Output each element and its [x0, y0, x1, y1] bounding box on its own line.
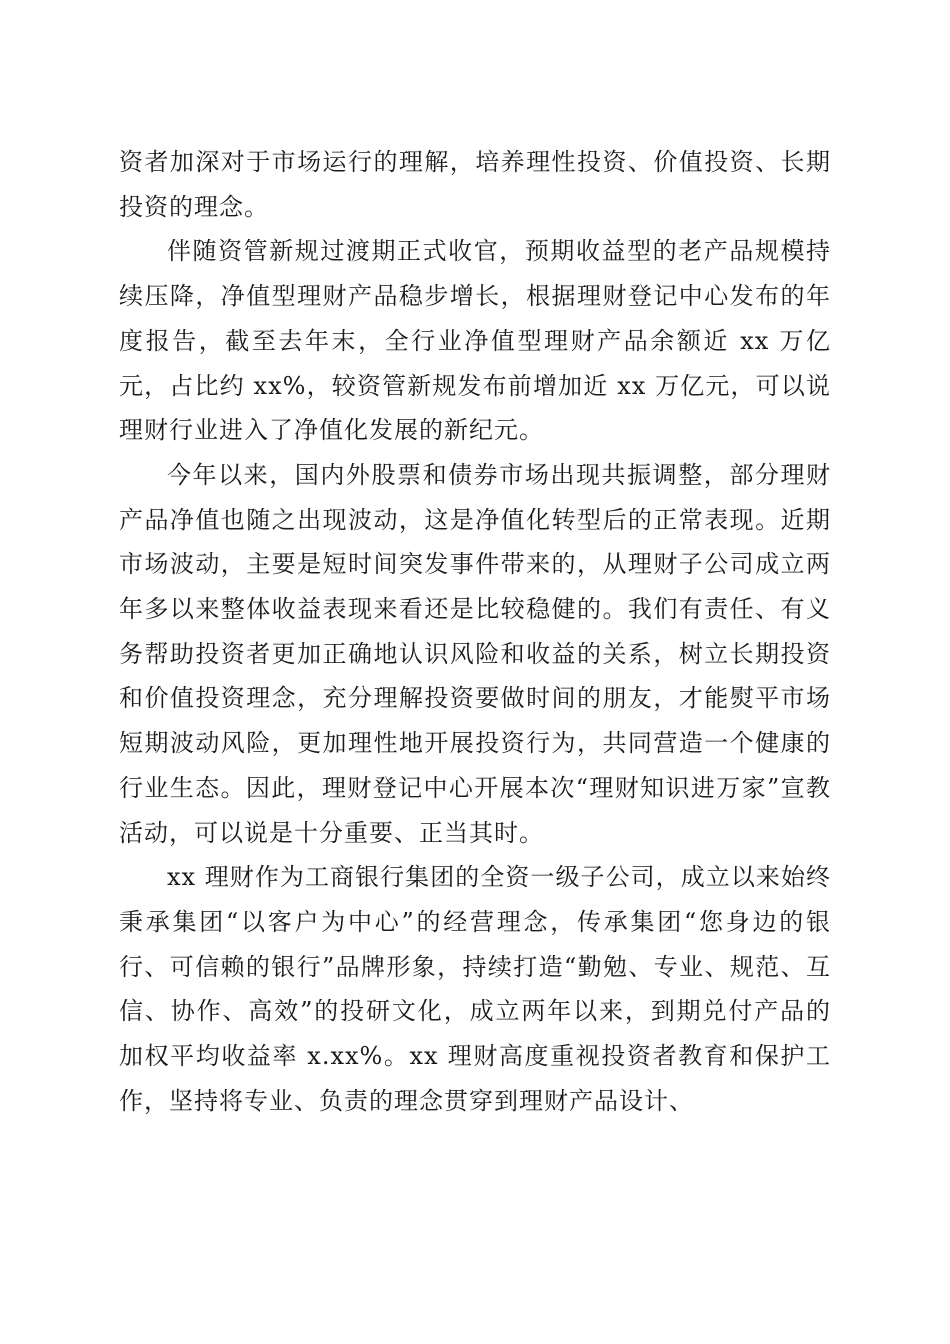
paragraph-market-volatility: 今年以来，国内外股票和债券市场出现共振调整，部分理财产品净值也随之出现波动，这是净值化转型后的正常表现。近期市场波动，主要是短时间突发事件带来的，从理财子公司成立两年多以来整体收益表现来看还是比较稳健的。我们有责任、有义务帮助投资者更加正确地认识风险和收益的关系，树立长期投资和价值投资理念，充分理解投资要做时间的朋友，才能熨平市场短期波动风险，更加理性地开展投资行为，共同营造一个健康的行业生态。因此，理财登记中心开展本次“理财知识进万家”宣教活动，可以说是十分重要、正当其时。 — [119, 460, 831, 847]
paragraph-asset-management-rules: 伴随资管新规过渡期正式收官，预期收益型的老产品规模持续压降，净值型理财产品稳步增长，根据理财登记中心发布的年度报告，截至去年末，全行业净值型理财产品余额近 xx 万亿元，占比约 xx%，较资管新规发布前增加近 xx 万亿元，可以说理财行业进入了净值化发展的新纪元。 — [119, 237, 831, 445]
paragraph-continuation: 资者加深对于市场运行的理解，培养理性投资、价值投资、长期投资的理念。 — [119, 148, 831, 221]
document-body — [119, 140, 831, 1123]
paragraph-company-overview: xx 理财作为工商银行集团的全资一级子公司，成立以来始终秉承集团“以客户为中心”的经营理念，传承集团“您身边的银行、可信赖的银行”品牌形象，持续打造“勤勉、专业、规范、互信、协作、高效”的投研文化，成立两年以来，到期兑付产品的加权平均收益率 x.xx%。xx 理财高度重视投资者教育和保护工作，坚持将专业、负责的理念贯穿到理财产品设计、 — [119, 863, 831, 1115]
